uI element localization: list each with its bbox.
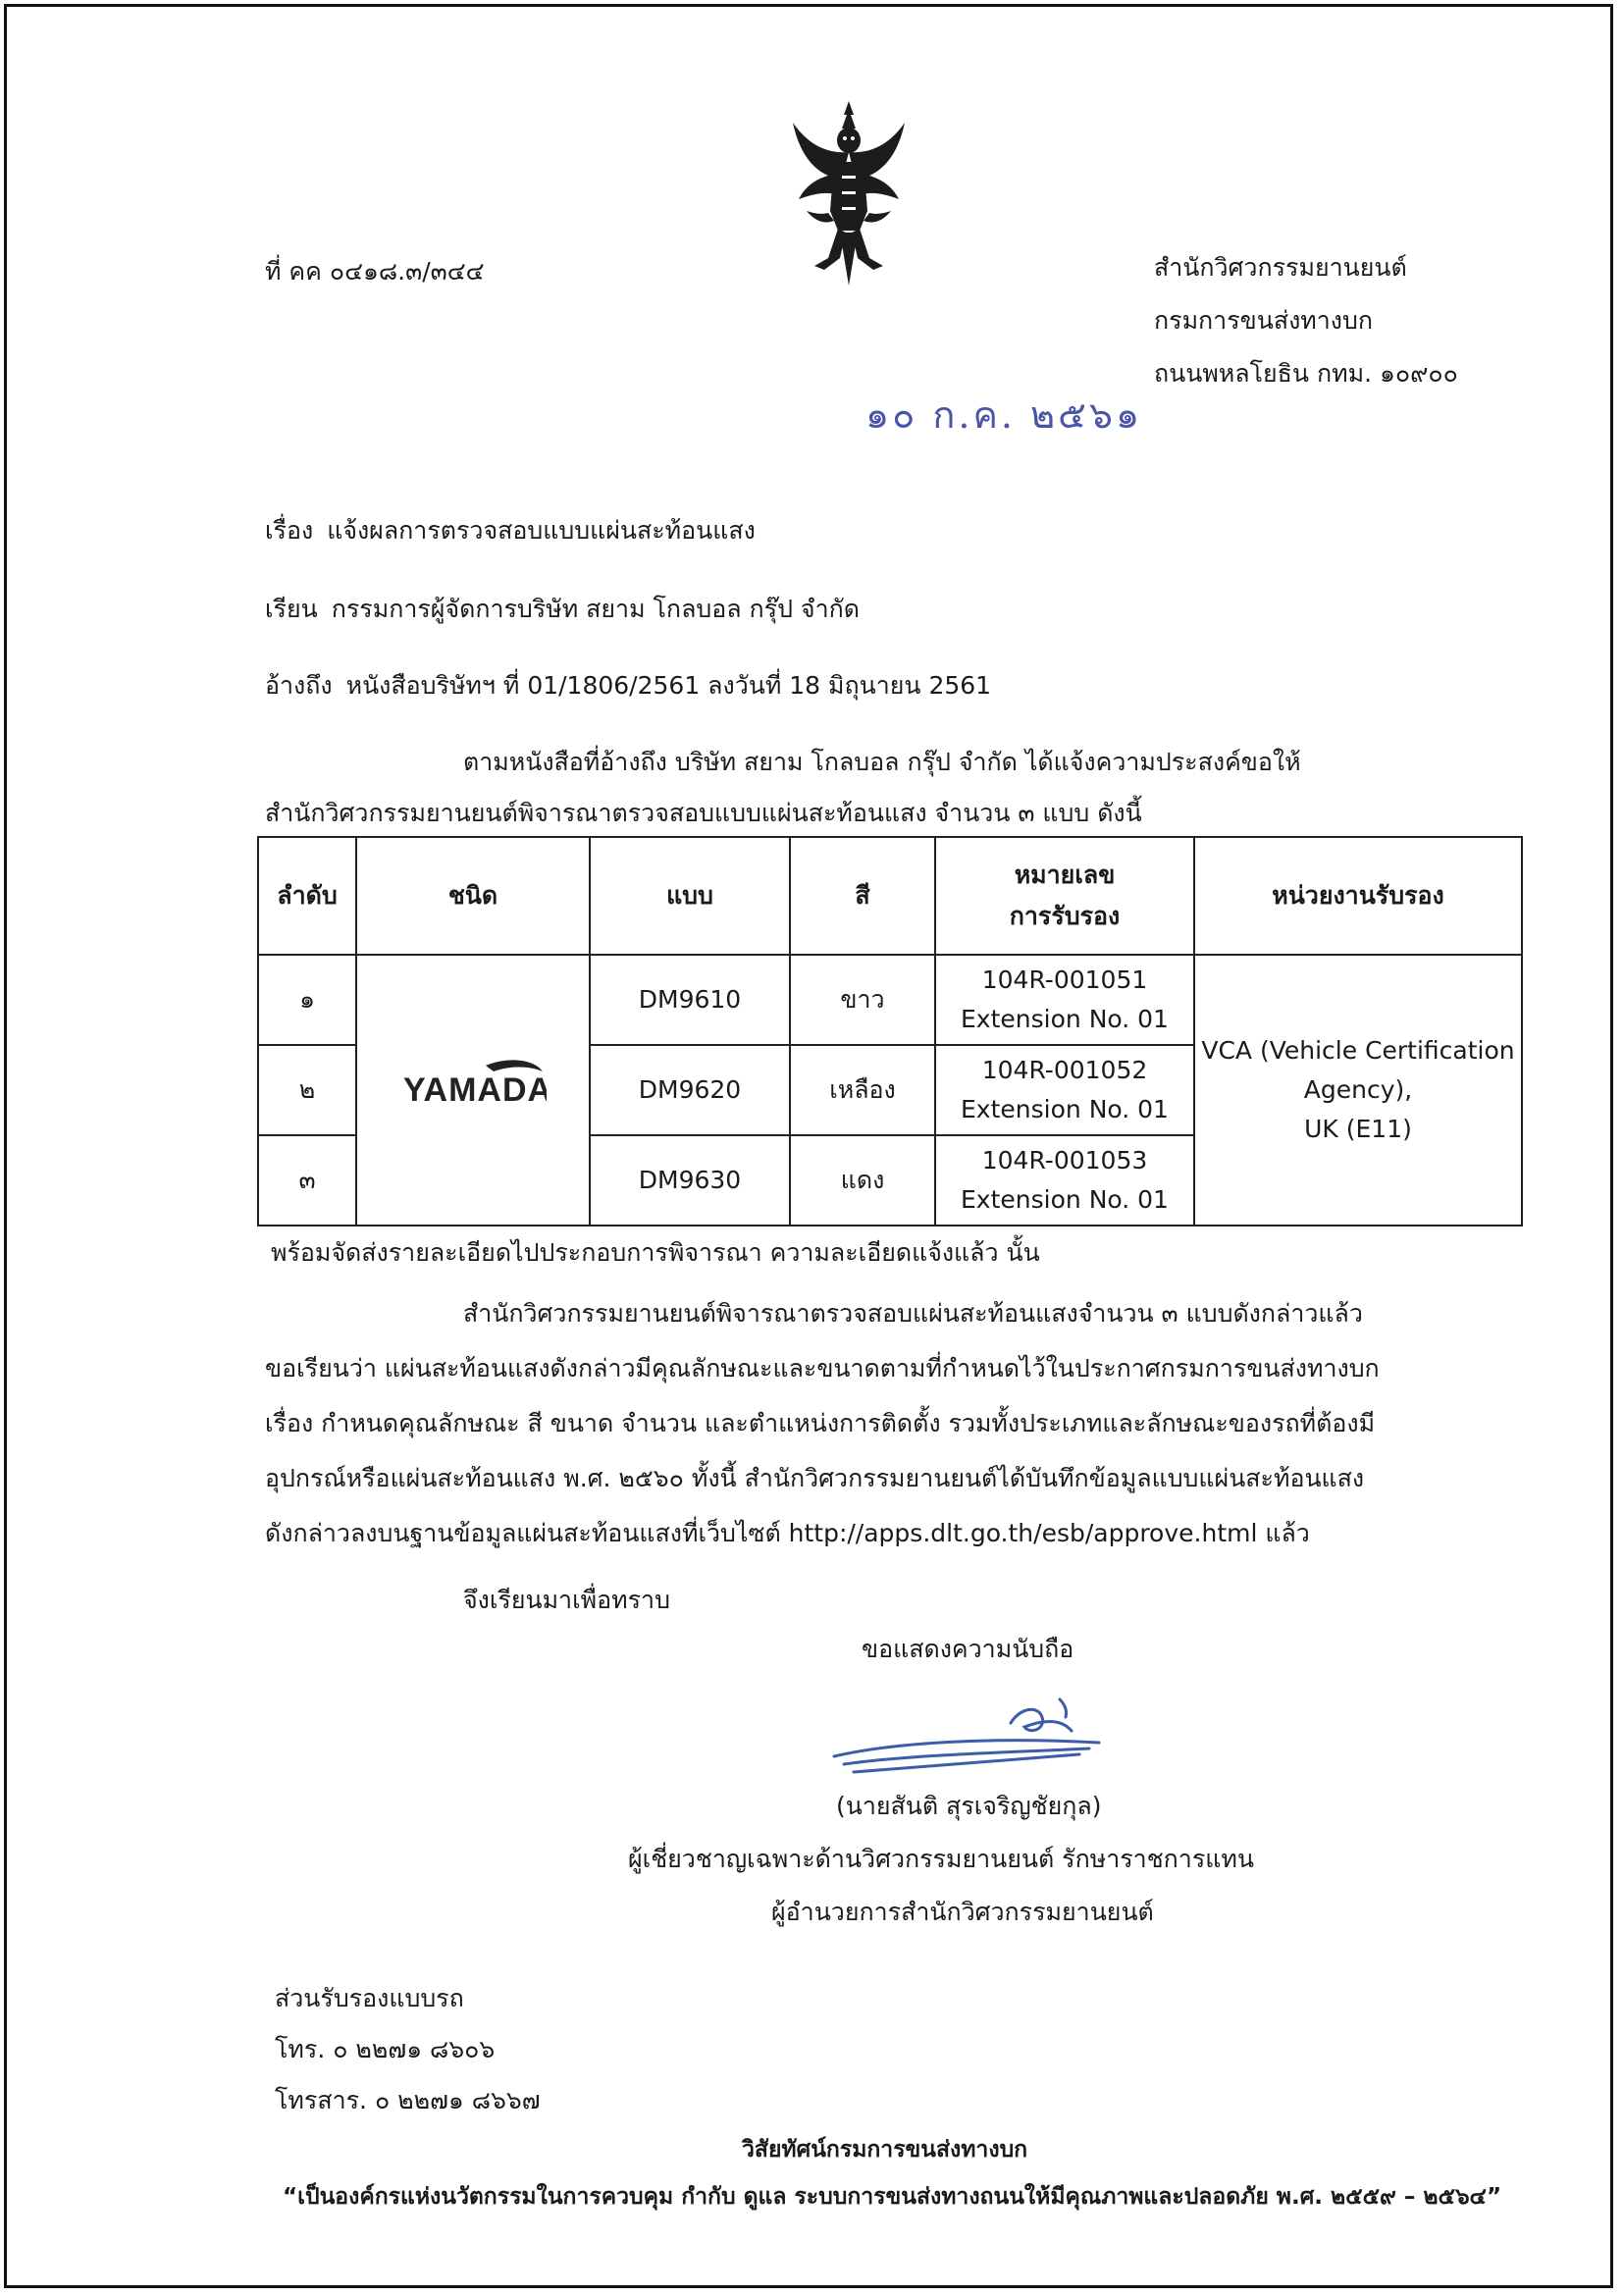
subject-value: แจ้งผลการตรวจสอบแบบแผ่นสะท้อนแสง xyxy=(327,516,756,545)
header-model: แบบ xyxy=(590,837,790,955)
header-agency: หน่วยงานรับรอง xyxy=(1194,837,1522,955)
agency-cell xyxy=(1194,955,1522,1226)
row-seq: ๓ xyxy=(258,1135,356,1226)
agency-line-2: UK (E11) xyxy=(1304,1115,1412,1143)
garuda-emblem-icon xyxy=(785,93,913,289)
type-logo-cell xyxy=(356,955,590,1226)
closing-text: จึงเรียนมาเพื่อทราบ xyxy=(463,1586,670,1614)
signer-title-1: ผู้เชี่ยวชาญเฉพาะด้านวิศวกรรมยานยนต์ รักษาราชการแทน xyxy=(628,1845,1254,1873)
date-stamp: ๑๐ ก.ค. ๒๕๖๑ xyxy=(865,393,1143,437)
contact-phone: โทร. ๐ ๒๒๗๑ ๘๖๐๖ xyxy=(275,2035,496,2063)
body-line-3: เรื่อง กำหนดคุณลักษณะ สี ขนาด จำนวน และตำแหน่งการติดตั้ง รวมทั้งประเภทและลักษณะของรถที่ต้องมี xyxy=(265,1409,1376,1437)
row-seq: ๒ xyxy=(258,1045,356,1135)
document-reference: ที่ คค ๐๔๑๘.๓/๓๔๔ xyxy=(265,257,485,286)
contact-fax: โทรสาร. ๐ ๒๒๗๑ ๘๖๖๗ xyxy=(275,2086,541,2114)
subject-line xyxy=(265,516,756,546)
row-color: เหลือง xyxy=(790,1045,935,1135)
yamada-logo-text: YAMADA xyxy=(403,1071,547,1109)
table-header-row xyxy=(258,837,1522,955)
contact-unit: ส่วนรับรองแบบรถ xyxy=(275,1984,464,2012)
issuer-address: ถนนพหลโยธิน กทม. ๑๐๙๐๐ xyxy=(1154,359,1458,388)
reference-value: หนังสือบริษัทฯ ที่ 01/1806/2561 ลงวันที่ 18 มิถุนายน 2561 xyxy=(345,671,992,700)
row-seq: ๑ xyxy=(258,955,356,1045)
signer-title-2: ผู้อำนวยการสำนักวิศวกรรมยานยนต์ xyxy=(771,1898,1154,1926)
body-line-5: ดังกล่าวลงบนฐานข้อมูลแผ่นสะท้อนแสงที่เว็บไซต์ http://apps.dlt.go.th/esb/approve.html แล้ว xyxy=(265,1519,1310,1547)
reference-label: อ้างถึง xyxy=(265,671,333,700)
row-number-line-2: Extension No. 01 xyxy=(961,1095,1169,1123)
regards-text: ขอแสดงความนับถือ xyxy=(862,1635,1074,1663)
subject-label: เรื่อง xyxy=(265,516,314,545)
table-row xyxy=(258,955,1522,1045)
after-table-text: พร้อมจัดส่งรายละเอียดไปประกอบการพิจารณา ความละเอียดแจ้งแล้ว นั้น xyxy=(271,1238,1040,1267)
recipient-line xyxy=(265,595,860,624)
row-model: DM9630 xyxy=(590,1135,790,1226)
signer-name: (นายสันติ สุรเจริญชัยกุล) xyxy=(836,1792,1102,1820)
header-seq: ลำดับ xyxy=(258,837,356,955)
signature-image xyxy=(814,1688,1109,1786)
issuer-office: สำนักวิศวกรรมยานยนต์ xyxy=(1154,253,1407,282)
row-number xyxy=(935,955,1194,1045)
intro-line-1: ตามหนังสือที่อ้างถึง บริษัท สยาม โกลบอล กรุ๊ป จำกัด ได้แจ้งความประสงค์ขอให้ xyxy=(463,748,1301,776)
certification-table xyxy=(257,836,1523,1226)
row-number-line-2: Extension No. 01 xyxy=(961,1185,1169,1214)
vision-title: วิสัยทัศน์กรมการขนส่งทางบก xyxy=(742,2137,1028,2163)
header-type: ชนิด xyxy=(356,837,590,955)
header-color: สี xyxy=(790,837,935,955)
agency-line-1: VCA (Vehicle Certification Agency), xyxy=(1201,1036,1515,1104)
recipient-label: เรียน xyxy=(265,595,318,623)
row-number-line-1: 104R-001053 xyxy=(981,1146,1148,1174)
row-color: ขาว xyxy=(790,955,935,1045)
row-number-line-1: 104R-001052 xyxy=(981,1056,1148,1084)
recipient-value: กรรมการผู้จัดการบริษัท สยาม โกลบอล กรุ๊ป จำกัด xyxy=(331,595,860,623)
row-model: DM9610 xyxy=(590,955,790,1045)
row-number xyxy=(935,1045,1194,1135)
reference-line xyxy=(265,671,991,701)
body-line-4: อุปกรณ์หรือแผ่นสะท้อนแสง พ.ศ. ๒๕๖๐ ทั้งนี้ สำนักวิศวกรรมยานยนต์ได้บันทึกข้อมูลแบบแผ่นสะท้อนแสง xyxy=(265,1464,1365,1492)
intro-line-2: สำนักวิศวกรรมยานยนต์พิจารณาตรวจสอบแบบแผ่นสะท้อนแสง จำนวน ๓ แบบ ดังนี้ xyxy=(265,799,1142,827)
issuer-department: กรมการขนส่งทางบก xyxy=(1154,306,1374,335)
body-line-1: สำนักวิศวกรรมยานยนต์พิจารณาตรวจสอบแผ่นสะท้อนแสงจำนวน ๓ แบบดังกล่าวแล้ว xyxy=(463,1299,1363,1328)
yamada-logo-icon xyxy=(399,1052,547,1117)
header-number-line-1: หมายเลข xyxy=(1014,860,1116,889)
body-line-2: ขอเรียนว่า แผ่นสะท้อนแสงดังกล่าวมีคุณลักษณะและขนาดตามที่กำหนดไว้ในประกาศกรมการขนส่งทางบก xyxy=(265,1354,1380,1383)
row-number-line-2: Extension No. 01 xyxy=(961,1005,1169,1033)
header-number xyxy=(935,837,1194,955)
row-number xyxy=(935,1135,1194,1226)
vision-text: “เป็นองค์กรแห่งนวัตกรรมในการควบคุม กำกับ ดูแล ระบบการขนส่งทางถนนให้มีคุณภาพและปลอดภัย พ.ศ. ๒๕๕๙ – ๒๕๖๔” xyxy=(283,2184,1502,2210)
row-number-line-1: 104R-001051 xyxy=(981,965,1148,994)
header-number-line-2: การรับรอง xyxy=(1009,902,1121,930)
row-color: แดง xyxy=(790,1135,935,1226)
row-model: DM9620 xyxy=(590,1045,790,1135)
